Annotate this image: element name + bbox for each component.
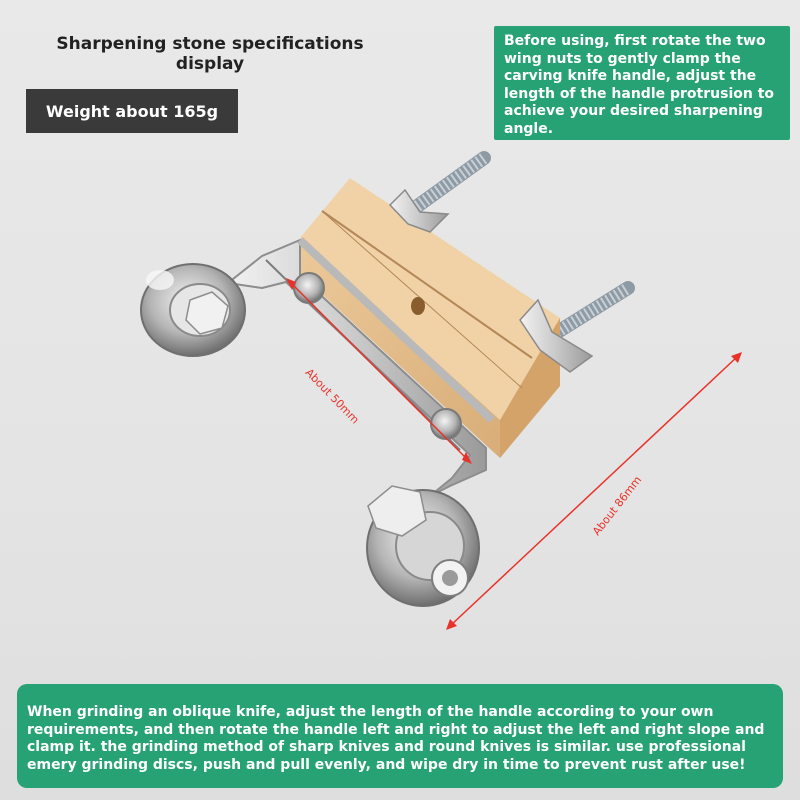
dimension-label-50mm: About 50mm — [302, 366, 362, 427]
usage-note-top: Before using, first rotate the two wing nuts to gently clamp the carving knife handle, adjust the length of the handle protrusion to achieve your desired sharpening angle. — [494, 26, 790, 140]
bracket-bolt-lower — [431, 409, 461, 439]
dimension-label-86mm: About 86mm — [590, 473, 645, 539]
weight-badge: Weight about 165g — [26, 89, 238, 133]
bearing-bottom — [367, 486, 479, 606]
page-title: Sharpening stone specifications display — [56, 34, 364, 74]
bracket-bolt-upper — [294, 273, 324, 303]
usage-note-bottom: When grinding an oblique knife, adjust the length of the handle according to your own requirements, and then rotate the handle left and right to adjust the left and right slope and clamp it. the grinding method of sharp knives and round knives is similar. use professional emery grinding discs, push and pull evenly, and wipe dry in time to prevent rust after use! — [17, 684, 783, 788]
bearing-top — [141, 264, 245, 356]
